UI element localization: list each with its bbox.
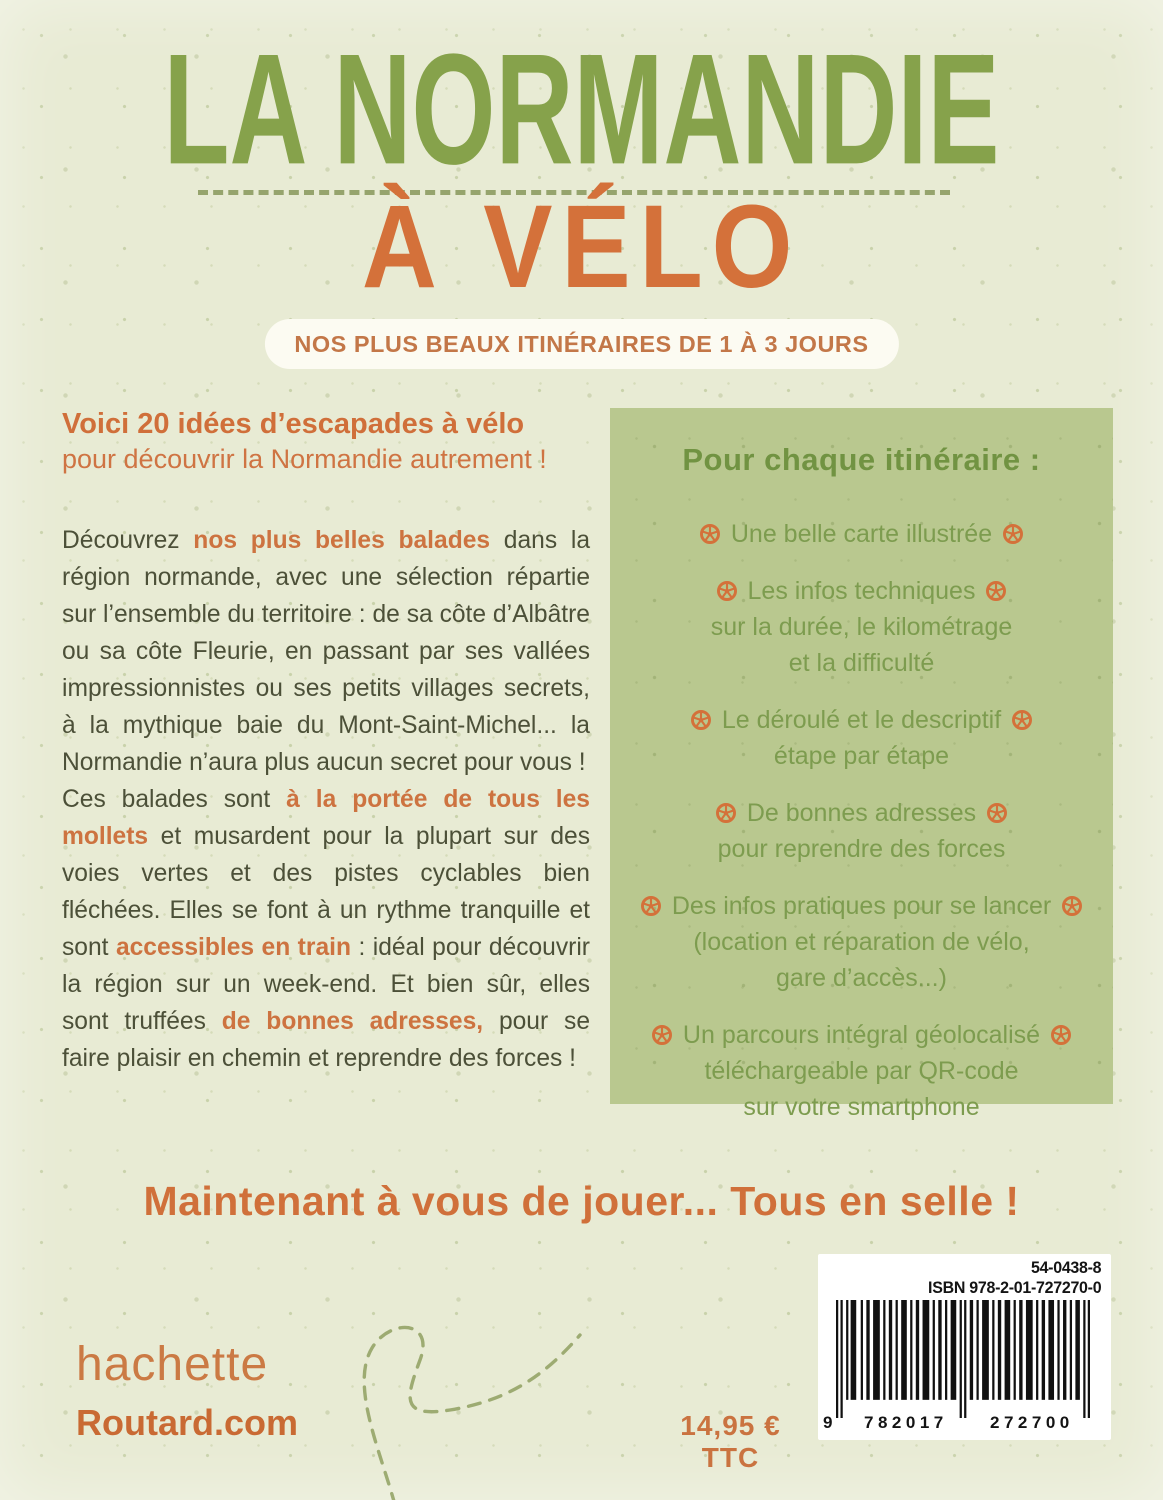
bike-wheel-icon	[1050, 1024, 1072, 1046]
text-run: pour se faire plaisir en chemin et reprendre des forces !	[62, 1008, 590, 1072]
feature-text: et la difficulté	[788, 649, 935, 677]
bike-wheel-icon	[699, 523, 721, 545]
intro-heading: Voici 20 idées d’escapades à vélo	[62, 408, 525, 440]
barcode-digits: 9	[823, 1413, 833, 1432]
text-run: et musardent pour la plupart sur des voies vertes et des pistes cyclables bien fléchées. Elles se font à un rythme tranquille et sont	[62, 823, 590, 961]
feature-text: Le déroulé et le descriptif	[721, 706, 1002, 734]
bike-wheel-icon	[690, 709, 712, 731]
feature-text: Des infos pratiques pour se lancer	[671, 892, 1052, 920]
barcode-panel	[818, 1254, 1111, 1440]
subtitle-badge: NOS PLUS BEAUX ITINÉRAIRES DE 1 À 3 JOURS	[264, 319, 898, 369]
price-label: 14,95 € TTC	[680, 1410, 781, 1473]
intro-block	[62, 406, 592, 476]
isbn-number: ISBN 978-2-01-727270-0	[927, 1278, 1101, 1297]
publisher-logo: hachette	[76, 1338, 269, 1391]
bike-wheel-icon	[640, 895, 662, 917]
barcode	[836, 1300, 1090, 1418]
feature-text: De bonnes adresses	[746, 799, 977, 827]
product-code: 54-0438-8	[1030, 1258, 1101, 1277]
list-item	[610, 1017, 1113, 1125]
list-item	[610, 702, 1113, 774]
list-item	[610, 888, 1113, 996]
barcode-digits: 272700	[990, 1413, 1074, 1432]
list-item	[610, 516, 1113, 552]
feature-text: sur la durée, le kilométrage	[710, 613, 1013, 641]
bike-wheel-icon	[1002, 523, 1024, 545]
bike-wheel-icon	[1011, 709, 1033, 731]
feature-text: (location et réparation de vélo,	[693, 928, 1030, 956]
feature-text: sur votre smartphone	[743, 1093, 980, 1121]
isbn-block	[928, 1258, 1101, 1298]
text-run: : idéal pour découvrir la région sur un week-end. Et bien sûr, elles sont truffées	[62, 934, 590, 1035]
brand-logo: Routard.com	[76, 1402, 299, 1443]
highlight-run: de bonnes adresses,	[221, 1008, 484, 1035]
text-run: dans la région normande, avec une sélection répartie sur l’ensemble du territoire : de sa côte d’Albâtre ou sa côte Fleurie, en passant par ses vallées impressionnistes ou ses petits villages secrets, à la mythique baie du Mont-Saint-Michel... la Normandie n’aura plus aucun secret pour vous !	[62, 527, 591, 776]
feature-text: étape par étape	[773, 742, 950, 770]
description-text	[62, 522, 590, 1077]
bike-wheel-icon	[715, 802, 737, 824]
highlight-run: à la portée de tous les mollets	[62, 786, 590, 850]
intro-subheading: pour découvrir la Normandie autrement !	[62, 444, 547, 474]
page-title: LA NORMANDIE	[163, 20, 1000, 197]
page-subtitle: À VÉLO	[361, 181, 802, 313]
feature-text: Un parcours intégral géolocalisé	[682, 1021, 1041, 1049]
highlight-run: accessibles en train	[115, 934, 351, 961]
features-heading: Pour chaque itinéraire :	[682, 442, 1041, 477]
feature-text: pour reprendre des forces	[717, 835, 1006, 863]
tagline: Maintenant à vous de jouer... Tous en selle !	[143, 1178, 1020, 1224]
bike-wheel-icon	[985, 580, 1007, 602]
features-panel	[610, 408, 1113, 1121]
feature-text: gare d’accès...)	[776, 964, 947, 992]
text-run: Découvrez	[62, 527, 194, 554]
list-item	[610, 573, 1113, 681]
list-item	[610, 795, 1113, 867]
bike-wheel-icon	[1061, 895, 1083, 917]
feature-text: téléchargeable par QR-code	[704, 1057, 1019, 1085]
dashed-trail-doodle	[280, 1290, 610, 1500]
bike-wheel-icon	[716, 580, 738, 602]
feature-text: Les infos techniques	[747, 577, 976, 605]
bike-wheel-icon	[651, 1024, 673, 1046]
feature-text: Une belle carte illustrée	[730, 520, 993, 548]
barcode-digits: 782017	[864, 1413, 948, 1432]
text-run: Ces balades sont	[62, 786, 287, 813]
paragraph-2	[62, 781, 590, 1077]
bike-wheel-icon	[986, 802, 1008, 824]
paragraph-1	[62, 522, 590, 781]
highlight-run: nos plus belles balades	[193, 527, 491, 554]
